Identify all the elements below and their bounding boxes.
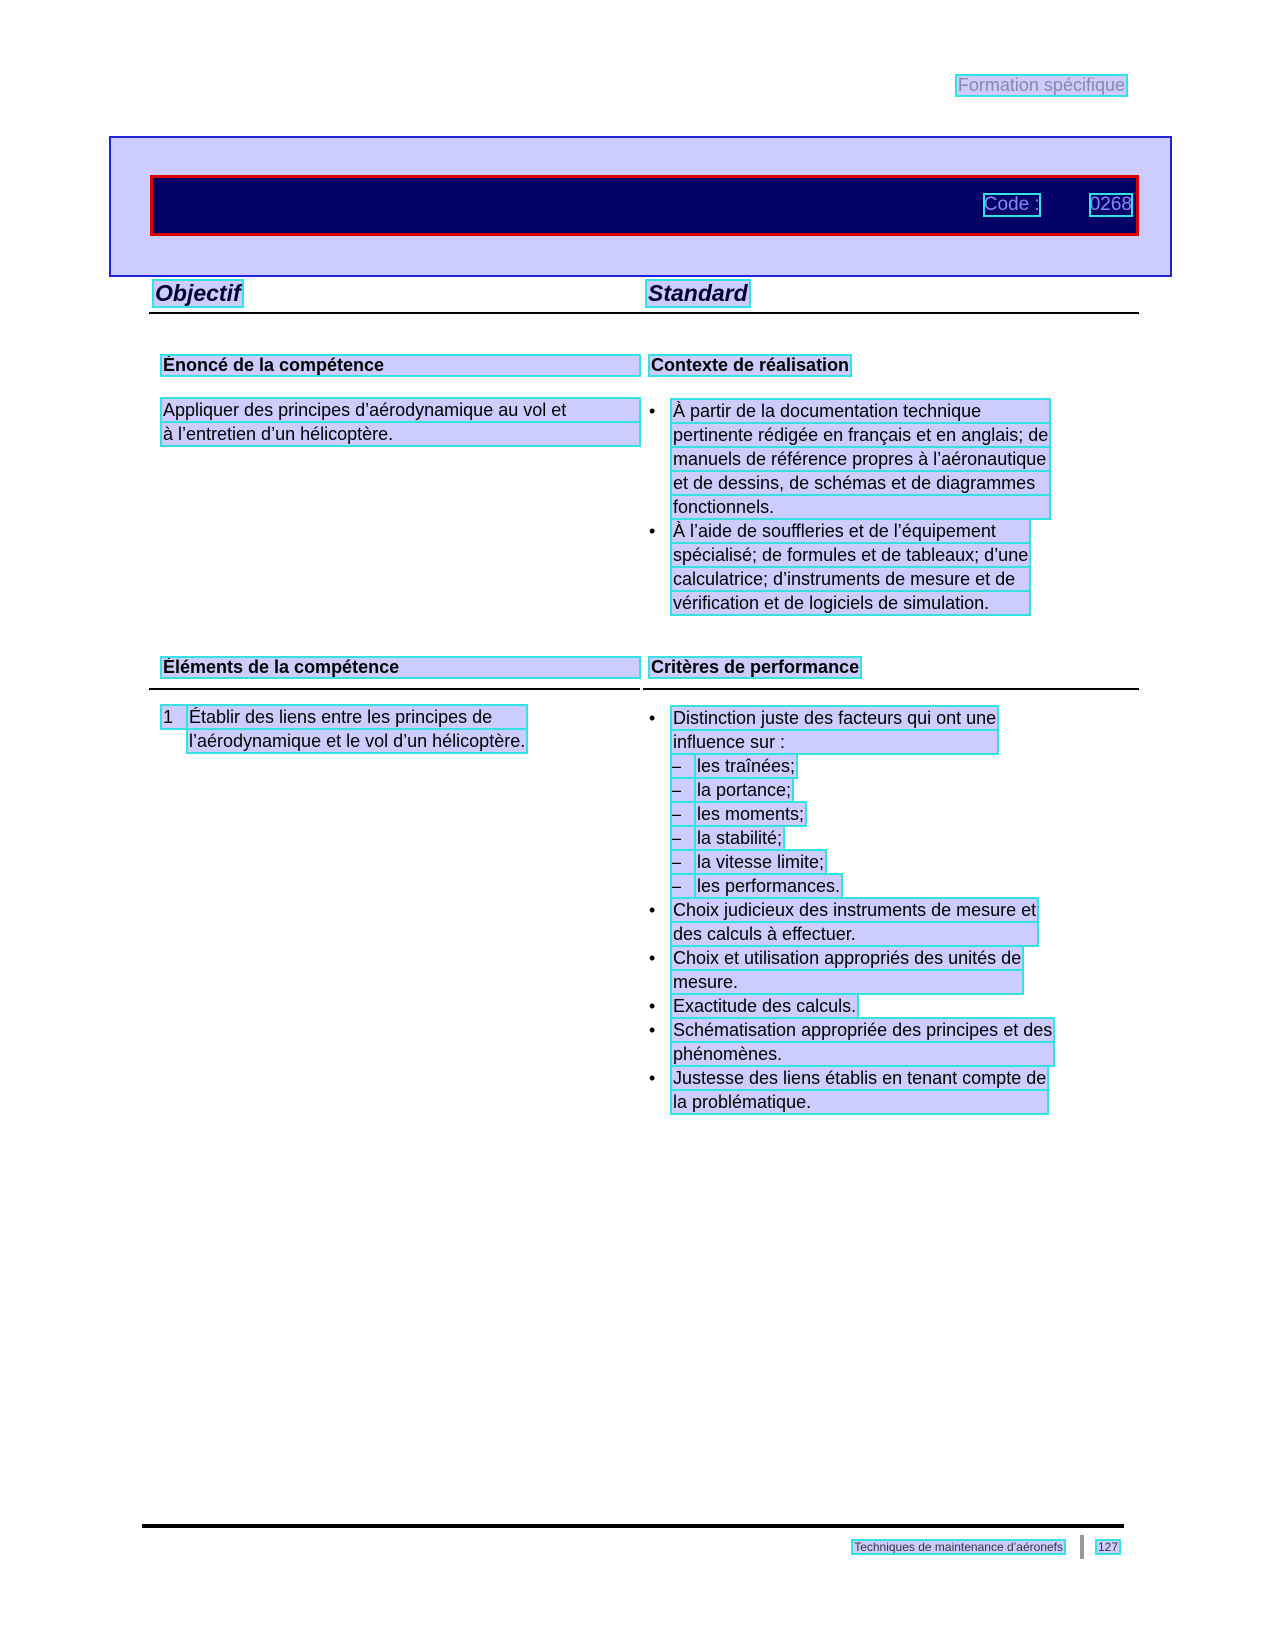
code-row: [984, 194, 1132, 216]
list-item-line: Justesse des liens établis en tenant compte de: [673, 1068, 1047, 1088]
list-item-line: et de dessins, de schémas et de diagrammes: [671, 471, 1050, 495]
header-label: Formation spécifique: [957, 75, 1125, 95]
list-item: [161, 705, 640, 753]
list-item-line: mesure.: [671, 970, 1023, 994]
list-item: [649, 946, 1119, 994]
sub-item-text: les performances.: [697, 876, 841, 896]
code-value: 0268: [1089, 194, 1132, 215]
list-item: [649, 1066, 1119, 1114]
list-item-line: fonctionnels.: [671, 495, 1050, 519]
footer-title: Techniques de maintenance d’aéronefs: [854, 1540, 1063, 1554]
list-item-line: la problématique.: [671, 1090, 1048, 1114]
dash-icon: –: [671, 778, 695, 802]
list-item-line: Distinction juste des facteurs qui ont une: [673, 708, 997, 728]
list-item-line: Établir des liens entre les principes de: [187, 705, 527, 729]
divider: [149, 312, 1139, 314]
code-label: Code :: [983, 194, 1040, 215]
title-bar: [150, 175, 1139, 236]
dash-icon: –: [671, 826, 695, 850]
bullet-icon: •: [649, 521, 656, 541]
sub-item-text: la vitesse limite;: [697, 852, 825, 872]
list-item-line: spécialisé; de formules et de tableaux; d’une: [673, 545, 1029, 565]
sub-list-item: [649, 874, 1119, 898]
dash-icon: –: [671, 754, 695, 778]
column-heading-objective: Objectif: [155, 280, 241, 306]
list-item-line: calculatrice; d’instruments de mesure et de: [671, 567, 1030, 591]
list-item-line: vérification et de logiciels de simulation.: [671, 591, 1030, 615]
statement-heading: Énoncé de la compétence: [161, 355, 640, 376]
list-item-line: Choix et utilisation appropriés des unités de: [673, 948, 1022, 968]
statement-line: Appliquer des principes d’aérodynamique au vol et: [161, 398, 640, 422]
list-item-line: Schématisation appropriée des principes et des: [673, 1020, 1053, 1040]
list-item-line: manuels de référence propres à l’aéronautique: [671, 447, 1050, 471]
sub-item-text: la stabilité;: [697, 828, 783, 848]
page-number: 127: [1098, 1540, 1119, 1554]
sub-list-item: [649, 826, 1119, 850]
elements-heading: Éléments de la compétence: [161, 657, 640, 678]
sub-list-item: [649, 850, 1119, 874]
list-item: [649, 519, 1109, 615]
list-item-line: À l’aide de souffleries et de l’équipement: [671, 519, 1030, 543]
list-item-line: Choix judicieux des instruments de mesure et: [673, 900, 1037, 920]
sub-list: [649, 754, 1119, 898]
footer-rule: [142, 1524, 1124, 1528]
footer-separator: [1080, 1535, 1084, 1559]
item-number: 1: [161, 705, 187, 729]
bullet-icon: •: [649, 900, 656, 920]
list-item-line: À partir de la documentation technique: [671, 399, 1050, 423]
bullet-icon: •: [649, 996, 656, 1016]
list-item-line: influence sur :: [671, 730, 998, 754]
list-item: [649, 706, 1119, 754]
list-item: [649, 1018, 1119, 1066]
list-item: [649, 399, 1109, 519]
dash-icon: –: [671, 850, 695, 874]
column-heading-standard: Standard: [648, 280, 748, 306]
bullet-icon: •: [649, 948, 656, 968]
sub-list-item: [649, 754, 1119, 778]
bullet-icon: •: [649, 401, 656, 421]
sub-item-text: la portance;: [697, 780, 792, 800]
list-item-line: des calculs à effectuer.: [671, 922, 1038, 946]
sub-item-text: les moments;: [697, 804, 805, 824]
bullet-icon: •: [649, 708, 656, 728]
list-item-line: phénomènes.: [671, 1042, 1054, 1066]
sub-list-item: [649, 778, 1119, 802]
elements-list: [161, 705, 640, 753]
statement-text: [161, 398, 640, 446]
list-item-line: Exactitude des calculs.: [673, 996, 857, 1016]
sub-item-text: les traînées;: [697, 756, 796, 776]
criteria-list: [649, 706, 1119, 1114]
sub-list-item: [649, 802, 1119, 826]
criteria-heading: Critères de performance: [651, 657, 860, 677]
list-item: [649, 898, 1119, 946]
dash-icon: –: [671, 874, 695, 898]
dash-icon: –: [671, 802, 695, 826]
list-item-line: l’aérodynamique et le vol d’un hélicoptère.: [189, 731, 526, 751]
context-list: [649, 399, 1109, 615]
bullet-icon: •: [649, 1068, 656, 1088]
context-heading: Contexte de réalisation: [651, 355, 850, 375]
divider: [149, 688, 1139, 690]
list-item-line: pertinente rédigée en français et en anglais; de: [673, 425, 1049, 445]
statement-line: à l’entretien d’un hélicoptère.: [161, 422, 640, 446]
list-item: [649, 994, 1119, 1018]
title-banner: [109, 136, 1172, 277]
bullet-icon: •: [649, 1020, 656, 1040]
